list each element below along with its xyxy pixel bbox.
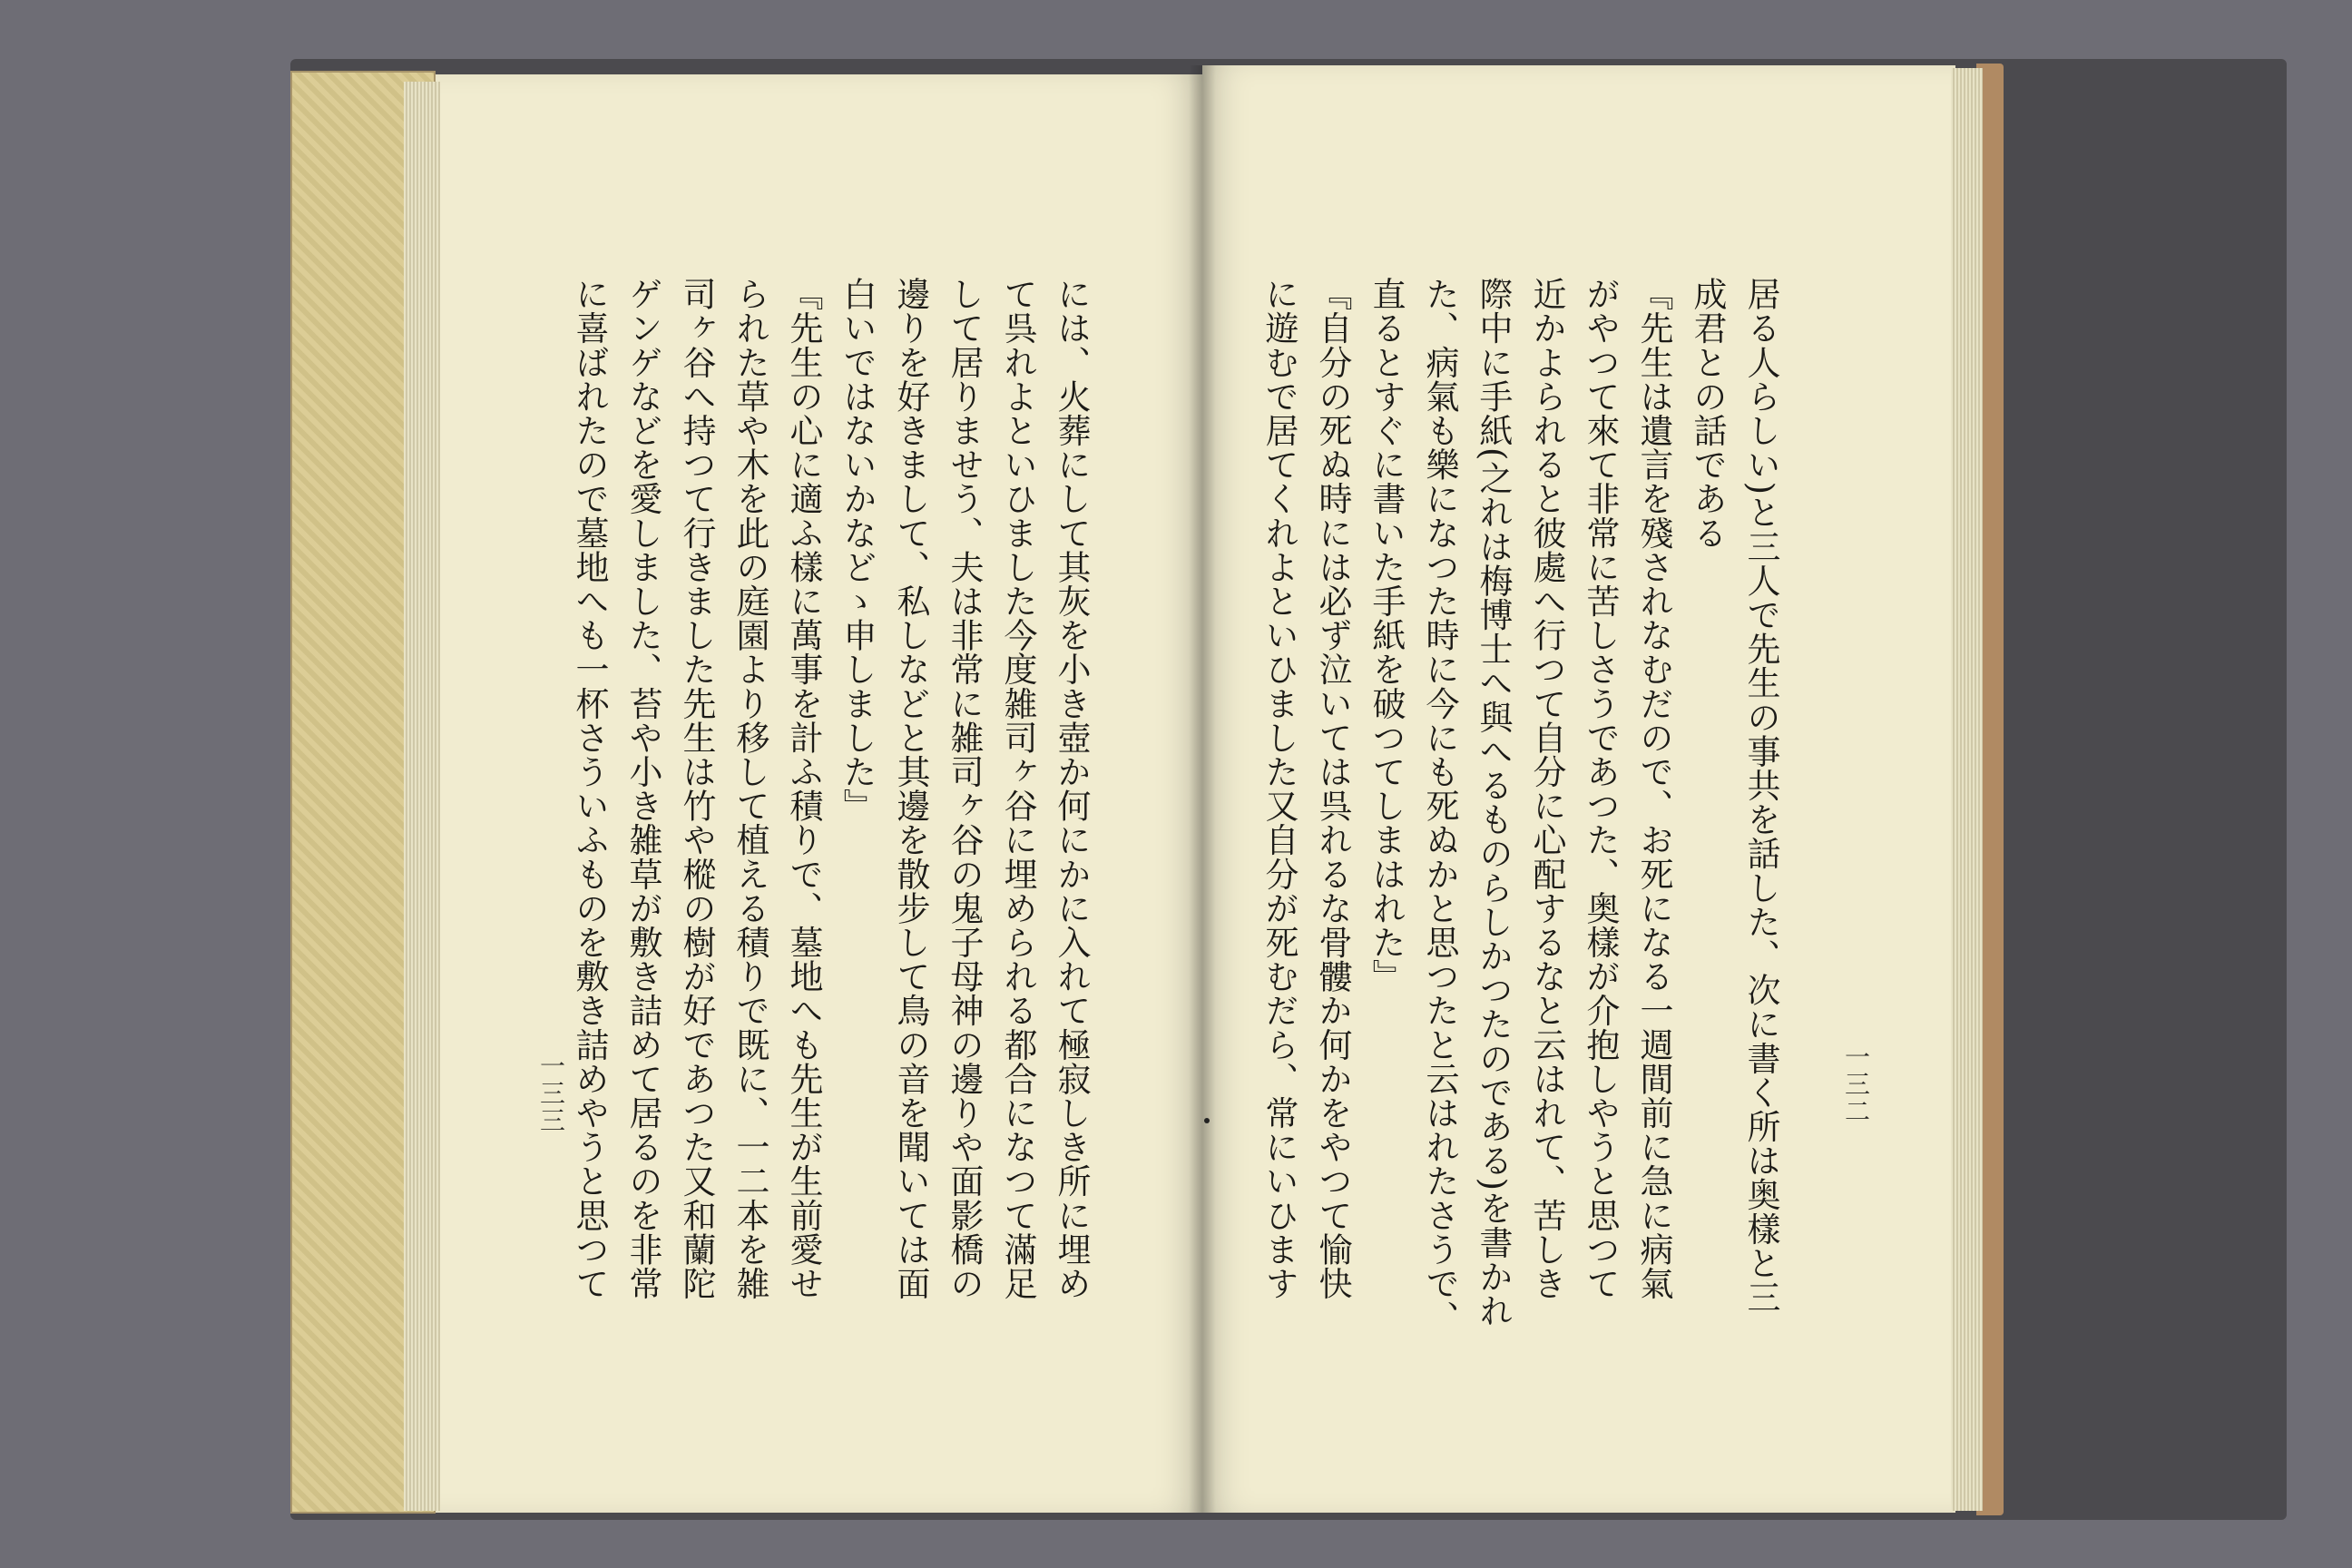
text-line: に遊むで居てくれよといひました又自分が死むだら、常にいひます xyxy=(1259,277,1298,1300)
text-line: 邊りを好きまして、私しなどと其邊を散步して鳥の音を聞いては面 xyxy=(891,277,930,1300)
text-line: 直るとすぐに書いた手紙を破つてしまはれた』 xyxy=(1367,277,1406,994)
text-line: がやつて來て非常に苦しさうであつた、奥樣が介抱しやうと思つて xyxy=(1581,277,1620,1300)
text-line: 成君との話である xyxy=(1688,277,1727,550)
text-line: 『自分の死ぬ時には必ず泣いては呉れるな骨髏か何かをやつて愉快 xyxy=(1313,277,1352,1300)
text-line: に喜ばれたので墓地へも一杯さういふものを敷き詰めやうと思つて xyxy=(570,277,609,1300)
text-line: た、病氣も樂になつた時に今にも死ぬかと思つたと云はれたさうで、 xyxy=(1420,277,1459,1335)
text-line: 居る人らしい)と三人で先生の事共を話した、次に書く所は奥樣と三 xyxy=(1741,277,1780,1315)
text-line: 『先生の心に適ふ樣に萬事を計ふ積りで、墓地へも先生が生前愛せ xyxy=(784,277,823,1300)
text-line: 際中に手紙(之れは梅博士へ與へるものらしかつたのである)を書かれ xyxy=(1474,277,1513,1328)
page-number-right: 一三二 xyxy=(1841,1044,1871,1125)
text-line: ゲンゲなどを愛しました、苔や小き雑草が敷き詰めて居るのを非常 xyxy=(623,277,662,1300)
page-edges-left xyxy=(404,82,440,1511)
right-page-text xyxy=(1252,277,1788,1366)
text-line: 白いではないかなどゝ申しました』 xyxy=(838,277,877,823)
page-edges-right xyxy=(1951,68,1983,1511)
ink-dot xyxy=(1204,1118,1210,1123)
page-number-left: 一三三 xyxy=(536,1053,566,1134)
text-line: て呉れよといひました今度雑司ヶ谷に埋められる都合になつて滿足 xyxy=(998,277,1037,1300)
text-line: られた草や木を此の庭園より移して植える積りで既に、一二本を雑 xyxy=(730,277,769,1300)
book-gutter xyxy=(1189,65,1216,1513)
left-page-text xyxy=(563,277,1098,1300)
text-line: 『先生は遺言を殘されなむだので、お死になる一週間前に急に病氣 xyxy=(1634,277,1673,1300)
text-line: には、火葬にして其灰を小き壺か何にかに入れて極寂しき所に埋め xyxy=(1052,277,1091,1300)
text-line: 近かよられると彼處へ行つて自分に心配するなと云はれて、苦しき xyxy=(1527,277,1566,1300)
text-line: 司ヶ谷へ持つて行きました先生は竹や樅の樹が好であつた又和蘭陀 xyxy=(677,277,716,1300)
text-line: して居りませう、夫は非常に雑司ヶ谷の鬼子母神の邊りや面影橋の xyxy=(945,277,984,1300)
